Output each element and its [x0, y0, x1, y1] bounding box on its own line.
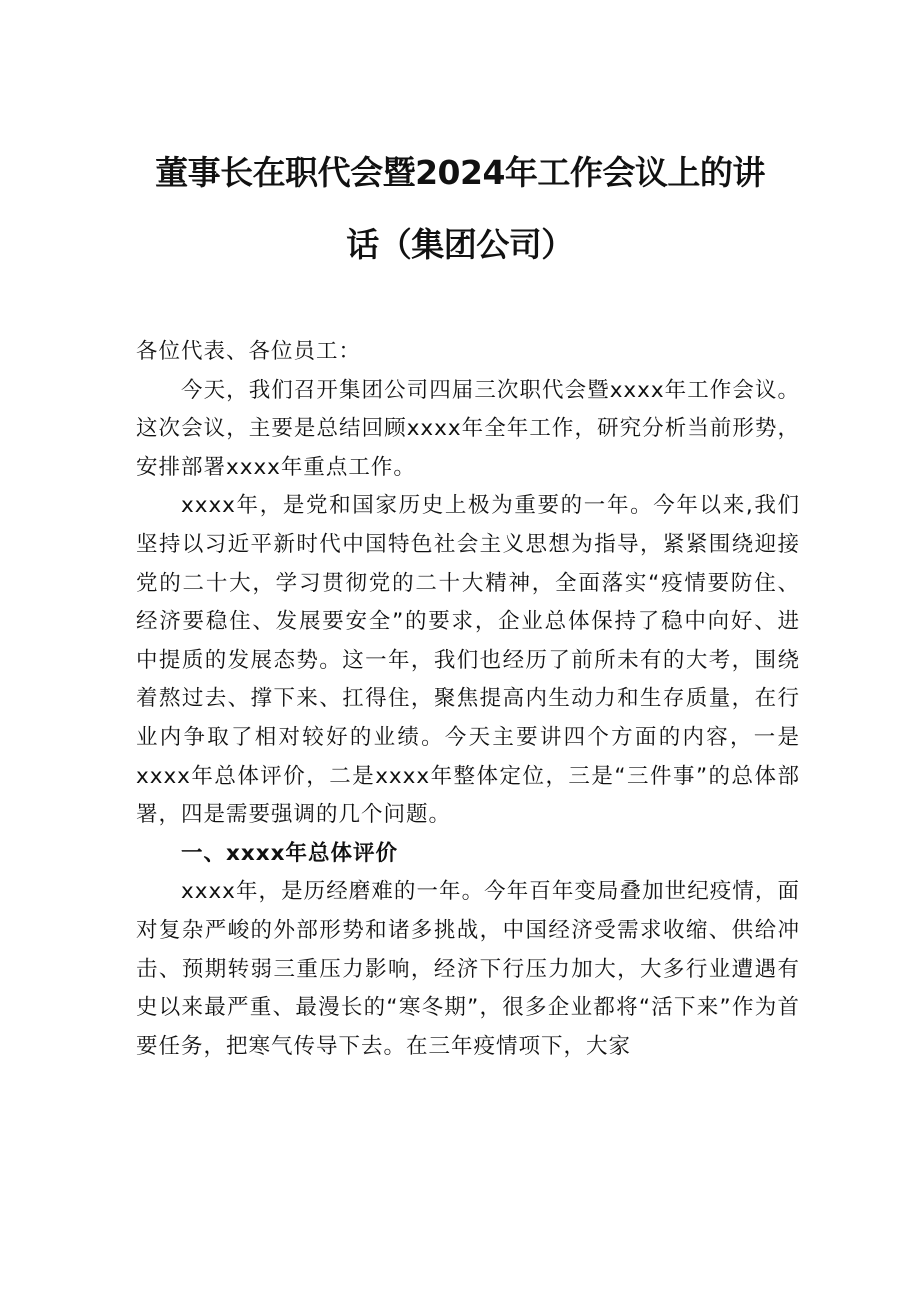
paragraph-overview: xxxx年，是党和国家历史上极为重要的一年。今年以来,我们坚持以习近平新时代中国特色社会主义思想为指导，紧紧围绕迎接党的二十大，学习贯彻党的二十大精神，全面落实“疫情要防住、经济要稳住、发展要安全”的要求，企业总体保持了稳中向好、进中提质的发展态势。这一年，我们也经历了前所未有的大考，围绕着熬过去、撑下来、扛得住，聚焦提高内生动力和生存质量，在行业内争取了相对较好的业绩。今天主要讲四个方面的内容，一是xxxx年总体评价，二是xxxx年整体定位，三是“三件事”的总体部署，四是需要强调的几个问题。 [136, 493, 800, 828]
salutation: 各位代表、各位员工： [136, 339, 362, 364]
paragraph-section-1: xxxx年，是历经磨难的一年。今年百年变局叠加世纪疫情，面对复杂严峻的外部形势和诸多挑战，中国经济受需求收缩、供给冲击、预期转弱三重压力影响，经济下行压力加大，大多行业遭遇有史以来最严重、最漫长的“寒冬期”，很多企业都将“活下来”作为首要任务，把寒气传导下去。在三年疫情项下，大家 [136, 879, 800, 1059]
document-title-line-1: 董事长在职代会暨2024年工作会议上的讲 [155, 153, 765, 192]
document-body [136, 333, 800, 1066]
paragraph-intro: 今天，我们召开集团公司四届三次职代会暨xxxx年工作会议。这次会议，主要是总结回顾xxxx年全年工作，研究分析当前形势，安排部署xxxx年重点工作。 [136, 377, 800, 480]
document-title-line-2: 话（集团公司） [346, 225, 574, 264]
section-heading: 一、xxxx年总体评价 [181, 840, 398, 866]
